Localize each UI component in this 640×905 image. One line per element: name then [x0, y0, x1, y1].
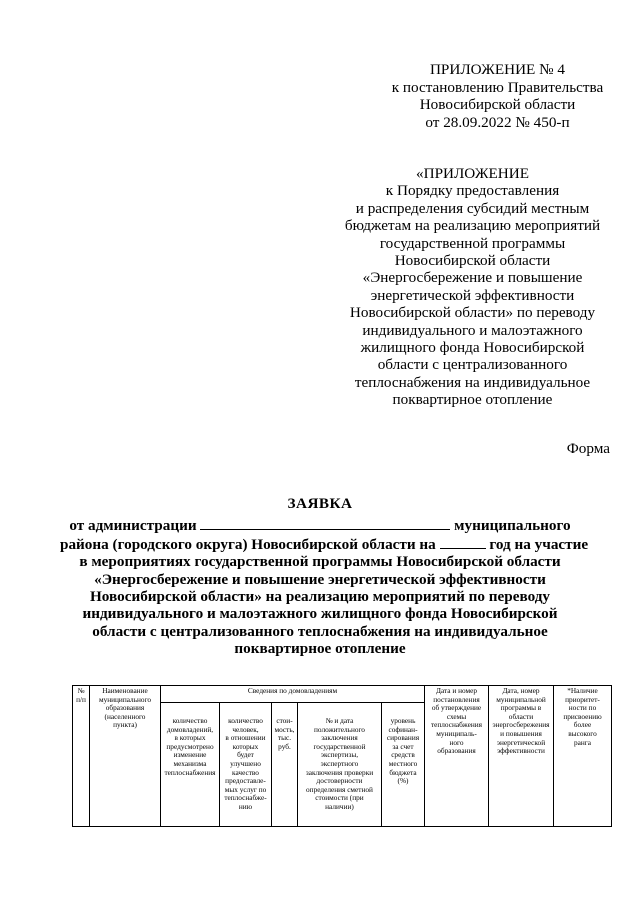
header-text: теплоснабжения — [164, 767, 216, 777]
header-text: определения сметной — [306, 784, 373, 794]
header-text: приоритет- — [565, 694, 600, 704]
header-text: домовладений, — [166, 724, 214, 734]
header-municipality — [90, 686, 161, 827]
title-line: «Энергосбережение и повышение энергетической эффективности — [94, 570, 546, 588]
header-cofinancing — [382, 703, 425, 827]
header-text: Дата и номер — [435, 686, 478, 695]
header-number — [73, 686, 90, 827]
header-text: № и дата — [325, 716, 354, 725]
header-municipal-program — [489, 686, 554, 827]
appendix-order-line: и распределения субсидий местным — [355, 199, 590, 217]
appendix-order-line: «ПРИЛОЖЕНИЕ — [416, 165, 529, 182]
header-text: достоверности — [316, 776, 363, 786]
title-text: от администрации — [69, 517, 197, 535]
header-text: энергосбережения — [492, 720, 550, 730]
header-text: и повышения — [500, 728, 542, 738]
application-title — [60, 495, 589, 658]
header-text: эффективности — [497, 746, 545, 756]
header-text: будет — [237, 750, 254, 760]
header-text: № — [77, 686, 85, 695]
header-text: в которых — [174, 733, 206, 743]
header-text: стои- — [276, 716, 293, 725]
header-text: нию — [238, 801, 253, 811]
header-text: заключения — [321, 733, 358, 743]
header-text: об утверждение — [431, 703, 482, 713]
title-line: области с централизованного теплоснабжения на индивидуальное — [92, 622, 548, 640]
header-priority — [554, 686, 612, 827]
header-text: присвоению — [563, 711, 602, 721]
header-text: которых — [232, 741, 259, 751]
header-text: ности по — [568, 703, 597, 713]
header-text: бюджета — [389, 767, 417, 777]
header-text: ранга — [573, 737, 592, 747]
header-text: п/п — [76, 694, 86, 704]
header-text: *Наличие — [567, 686, 598, 695]
header-text: образования — [105, 703, 145, 713]
header-text: количество — [172, 716, 208, 725]
appendix-4-header — [375, 61, 620, 131]
header-text: софинан- — [388, 724, 418, 734]
header-text: теплоснабже- — [224, 793, 267, 803]
header-heat-scheme — [425, 686, 489, 827]
appendix-order-line: поквартирное отопление — [392, 391, 553, 409]
title-text: муниципального — [454, 517, 571, 535]
header-household-count — [161, 703, 220, 827]
header-text: муниципального — [98, 694, 152, 704]
title-text: района (городского округа) Новосибирской области на — [60, 535, 436, 553]
header-households-group: Сведения по домовладениям — [161, 686, 425, 703]
header-text: муниципаль- — [436, 728, 477, 738]
appendix-order-line: Новосибирской области — [394, 252, 551, 270]
header-expertise — [298, 703, 382, 827]
appendix-4-line: к постановлению Правительства — [391, 78, 604, 96]
title-heading: ЗАЯВКА — [287, 495, 353, 512]
title-line — [60, 535, 589, 553]
header-text: более — [573, 720, 592, 730]
title-line — [60, 516, 580, 534]
appendix-order-line: области с централизованного — [377, 356, 568, 374]
header-text: пункта) — [113, 720, 137, 730]
header-text: уровень — [390, 716, 416, 725]
appendix-order-header — [330, 165, 615, 409]
header-cost — [272, 703, 298, 827]
header-text: изменение — [173, 750, 207, 760]
form-label: Форма — [566, 440, 610, 457]
header-text: средств — [391, 750, 415, 760]
appendix-4-line: Новосибирской области — [419, 96, 576, 114]
header-text: мых услуг по — [224, 784, 267, 794]
header-text: программы в — [500, 703, 542, 713]
appendix-order-line: «Энергосбережение и повышение — [362, 269, 583, 287]
title-text: год на участие — [489, 535, 589, 553]
header-text: сирования — [386, 733, 420, 743]
title-line: поквартирное отопление — [234, 640, 406, 658]
appendix-order-line: энергетической эффективности — [370, 286, 575, 304]
appendix-4-line: ПРИЛОЖЕНИЕ № 4 — [429, 61, 566, 78]
header-text: за счет — [392, 741, 414, 751]
header-text: количество — [228, 716, 263, 725]
header-text: ного — [449, 737, 464, 747]
households-table — [72, 685, 612, 827]
header-text: предусмотрено — [166, 741, 214, 751]
header-text: образования — [437, 746, 476, 756]
appendix-order-line: Новосибирской области» по переводу — [349, 304, 596, 322]
header-text: государственной — [313, 741, 366, 751]
header-text: экспертного — [320, 758, 359, 768]
header-text: теплоснабжения — [430, 720, 483, 730]
appendix-4-line: от 28.09.2022 № 450-п — [425, 113, 570, 131]
header-text: Дата, номер — [502, 686, 540, 695]
title-line: в мероприятиях государственной программы Новосибирской области — [79, 553, 561, 571]
administration-blank[interactable] — [200, 516, 450, 530]
appendix-order-line: к Порядку предоставления — [385, 182, 560, 200]
header-text: мость, — [274, 724, 295, 734]
header-text: человек, — [232, 724, 259, 734]
appendix-order-line: индивидуального и малоэтажного — [362, 321, 583, 339]
header-text: (населенного — [104, 711, 146, 721]
header-text: наличии) — [325, 801, 354, 811]
header-text: схемы — [446, 711, 467, 721]
appendix-order-line: жилищного фонда Новосибирской — [360, 339, 585, 357]
appendix-order-line: бюджетам на реализацию мероприятий — [344, 217, 601, 235]
year-blank[interactable] — [440, 535, 486, 549]
appendix-order-line: теплоснабжения на индивидуальное — [354, 373, 591, 391]
appendix-order-line: государственной программы — [379, 234, 566, 252]
header-text: постановления — [433, 694, 480, 704]
title-line: индивидуального и малоэтажного жилищного фонда Новосибирской — [82, 605, 558, 623]
header-text: руб. — [278, 741, 291, 751]
header-text: в отношении — [225, 733, 266, 743]
title-line: Новосибирской области» на реализацию мероприятий по переводу — [89, 588, 551, 606]
header-text: (%) — [397, 776, 409, 786]
header-text: муниципальной — [496, 694, 546, 704]
header-text: качество — [232, 767, 259, 777]
header-text: экспертизы, — [320, 750, 359, 760]
header-text: области — [508, 711, 534, 721]
header-text: стоимости (при — [315, 793, 364, 803]
header-people-count — [220, 703, 272, 827]
header-text: высокого — [568, 728, 597, 738]
header-text: местного — [388, 758, 418, 768]
header-text: механизма — [173, 758, 207, 768]
header-text: положительного — [314, 724, 365, 734]
header-text: Наименование — [102, 686, 148, 695]
header-text: энергетической — [496, 737, 546, 747]
header-text: улучшено — [230, 758, 261, 768]
header-text: заключения проверки — [305, 767, 374, 777]
header-text: тыс. — [277, 733, 292, 743]
header-text: предоставле- — [225, 776, 266, 786]
